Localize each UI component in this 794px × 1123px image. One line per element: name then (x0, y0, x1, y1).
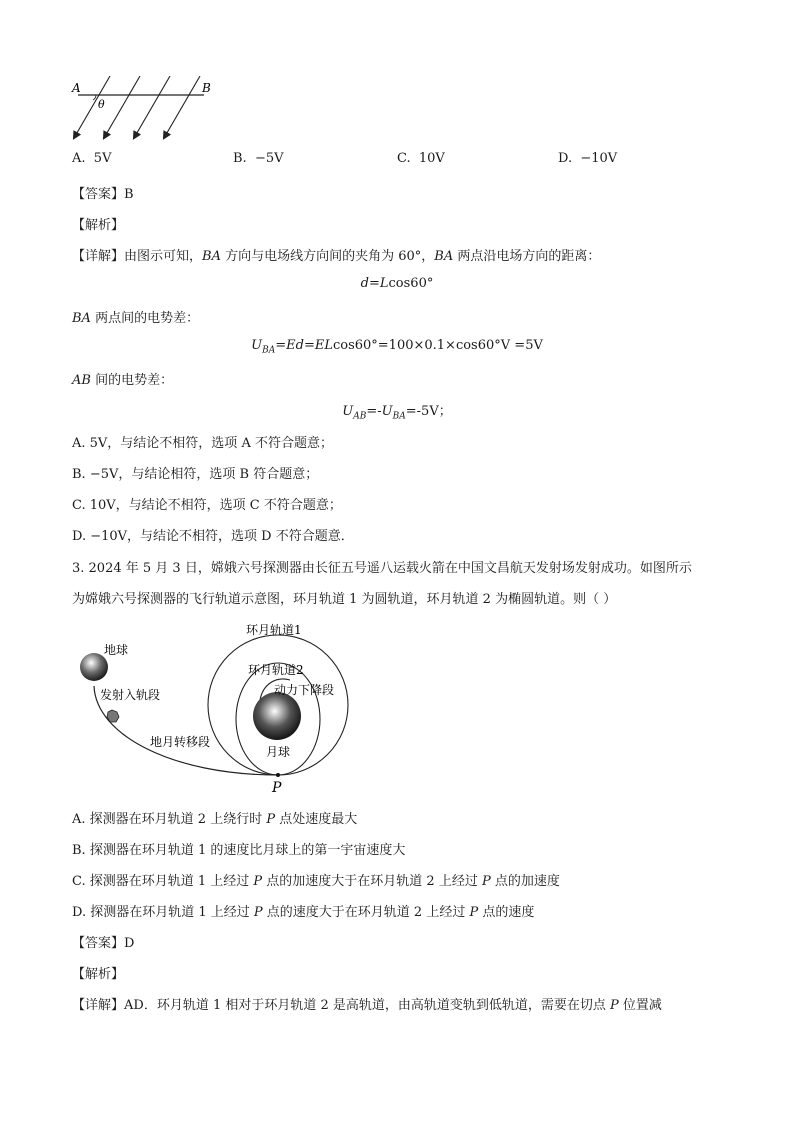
label-earth: 地球 (104, 643, 129, 657)
label-transfer: 地月转移段 (150, 735, 211, 749)
label-launch: 发射入轨段 (100, 688, 161, 702)
q2-detail-line: 【详解】由图示可知，BA 方向与电场线方向间的夹角为 60°，BA 两点沿电场方向的距离： (72, 249, 601, 264)
field-line (134, 76, 170, 138)
q2-judge-b: B. −5V，与结论相符，选项 B 符合题意； (72, 467, 319, 482)
q2-option-d: D. −10V (558, 151, 618, 166)
point-p-marker (276, 773, 280, 777)
moon (253, 692, 301, 740)
label-moon: 月球 (266, 745, 291, 759)
q2-judge-d: D. −10V，与结论不相符，选项 D 不符合题意． (72, 529, 354, 544)
q3-option-a: A. 探测器在环月轨道 2 上绕行时 P 点处速度最大 (72, 812, 358, 827)
equation-d: d=Lcos60° (360, 276, 434, 291)
label-b: B (202, 81, 211, 95)
equation-uab: $U_{AB}=-U_{BA}=-5V$； (342, 404, 452, 422)
label-a: A (72, 81, 81, 95)
q2-judge-c: C. 10V，与结论不相符，选项 C 不符合题意； (72, 498, 342, 513)
q3-option-d: D. 探测器在环月轨道 1 上经过 P 点的速度大于在环月轨道 2 上经过 P 点的速度 (72, 905, 535, 920)
q2-analysis-tag: 【解析】 (72, 218, 125, 233)
earth (80, 653, 108, 681)
q2-option-a: A. 5V (72, 151, 112, 166)
field-lines-figure (70, 76, 220, 142)
label-orbit2: 环月轨道2 (248, 663, 304, 677)
orbit-figure (72, 620, 362, 796)
label-orbit1: 环月轨道1 (246, 623, 302, 637)
q3-option-c: C. 探测器在环月轨道 1 上经过 P 点的加速度大于在环月轨道 2 上经过 P 点的加速度 (72, 874, 560, 889)
q3-detail-line: 【详解】AD．环月轨道 1 相对于环月轨道 2 是高轨道，由高轨道变轨到低轨道，需要在切点 P 位置减 (72, 998, 662, 1013)
equation-uba: $U_{BA}=Ed=ELcos60^\circ=100\times 0.1\times\cos 60^\circ V =5V$ (251, 338, 543, 356)
q2-uba-intro: BA 两点间的电势差： (72, 311, 200, 326)
angle-arc (93, 95, 96, 100)
q3-analysis-tag: 【解析】 (72, 967, 125, 982)
probe-icon (107, 710, 119, 722)
field-line (164, 76, 200, 138)
q3-answer: 【答案】D (72, 936, 135, 951)
field-line (104, 76, 140, 138)
label-theta: θ (98, 98, 105, 111)
q2-judge-a: A. 5V，与结论不相符，选项 A 不符合题意； (72, 436, 333, 451)
q2-uab-intro: AB 间的电势差： (72, 373, 174, 388)
q3-stem-line2: 为嫦娥六号探测器的飞行轨道示意图，环月轨道 1 为圆轨道，环月轨道 2 为椭圆轨道。则（ ） (72, 592, 617, 607)
label-descent: 动力下降段 (274, 683, 335, 697)
q3-stem-line1: 3. 2024 年 5 月 3 日，嫦娥六号探测器由长征五号遥八运载火箭在中国文昌航天发射场发射成功。如图所示 (72, 561, 692, 576)
q2-option-c: C. 10V (397, 151, 445, 166)
q2-option-b: B. −5V (233, 151, 284, 166)
q3-option-b: B. 探测器在环月轨道 1 的速度比月球上的第一宇宙速度大 (72, 843, 406, 858)
q2-answer: 【答案】B (72, 187, 134, 202)
label-p: P (272, 780, 282, 796)
